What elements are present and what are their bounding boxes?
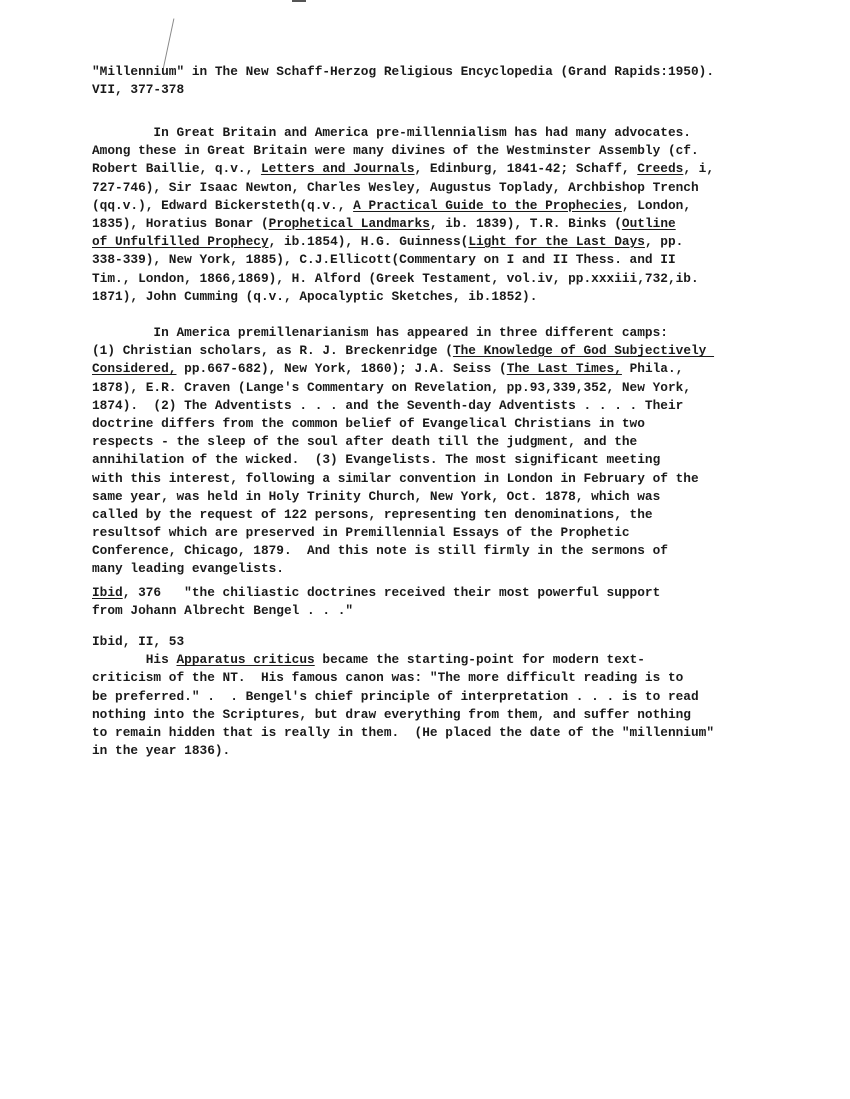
text-run: In Great Britain and America pre-millennialism has had many advocates. (92, 125, 691, 140)
text-run: 338-339), New York, 1885), C.J.Ellicott(Commentary on I and II Thess. and II (92, 252, 676, 268)
underlined-title: Prophetical Landmarks (268, 215, 430, 231)
text-line (92, 251, 714, 269)
text-line (92, 584, 660, 602)
text-run: 1874). (2) The Adventists . . . and the Seventh-day Adventists . . . . Their (92, 397, 684, 413)
text-line (92, 270, 714, 288)
text-line (92, 470, 714, 488)
text-run: criticism of the NT. His famous canon was: "The more difficult reading is to (92, 670, 684, 686)
underlined-title: Light for the Last Days (468, 234, 645, 250)
text-line (92, 488, 714, 506)
text-line (92, 81, 714, 99)
underlined-title: The Last Times, (506, 361, 622, 377)
underlined-title: Outline (621, 215, 676, 231)
text-line (92, 342, 714, 360)
underlined-title: of Unfulfilled Prophecy (92, 234, 269, 250)
text-run: , Edinburg, 1841-42; Schaff, (414, 161, 638, 177)
text-line (92, 160, 714, 178)
text-run: Robert Baillie, q.v., (92, 161, 261, 177)
text-run: , pp. (644, 234, 684, 250)
text-run: Conference, Chicago, 1879. And this note is still firmly in the sermons of (92, 543, 668, 559)
text-line (92, 379, 714, 397)
ibid-ii-53 (92, 633, 714, 760)
text-line (92, 215, 714, 233)
text-run: 727-746), Sir Isaac Newton, Charles Wesley, Augustus Toplady, Archbishop Trench (92, 179, 699, 195)
text-run: became the starting-point for modern text- (314, 652, 645, 668)
text-run: with this interest, following a similar convention in London in February of the (92, 470, 699, 486)
text-line (92, 63, 714, 81)
text-line (92, 524, 714, 542)
text-line (92, 433, 714, 451)
text-run: 1878), E.R. Craven (Lange's Commentary on Revelation, pp.93,339,352, New York, (92, 379, 691, 395)
text-run: Phila., (621, 361, 684, 377)
text-run: many leading evangelists. (92, 561, 284, 577)
text-run: , ib.1854), H.G. Guinness( (268, 234, 469, 250)
text-run: be preferred." . . Bengel's chief principle of interpretation . . . is to read (92, 688, 699, 704)
text-line (92, 124, 714, 142)
ibid-376-quote (92, 584, 660, 620)
text-run: VII, 377-378 (92, 82, 185, 98)
text-run: , 376 "the chiliastic doctrines received their most powerful support (122, 585, 661, 600)
underlined-title: Creeds (637, 161, 684, 177)
text-run: in the year 1836). (92, 743, 231, 759)
text-line (92, 179, 714, 197)
underlined-title: The Knowledge of God Subjectively (452, 343, 715, 359)
text-run: nothing into the Scriptures, but draw everything from them, and suffer nothing (92, 706, 691, 722)
text-run: doctrine differs from the common belief of Evangelical Christians in two (92, 415, 645, 431)
underlined-title: A Practical Guide to the Prophecies (353, 197, 622, 213)
underlined-title: Apparatus criticus (176, 652, 315, 668)
text-line (92, 324, 714, 342)
paragraph-america (92, 324, 714, 579)
text-run: Among these in Great Britain were many divines of the Westminster Assembly (cf. (92, 143, 699, 159)
underlined-title: Ibid (92, 585, 123, 600)
text-line (92, 233, 714, 251)
text-run: , London, (621, 197, 692, 213)
text-run: His (92, 652, 177, 668)
text-line (92, 651, 714, 669)
text-run: (1) Christian scholars, as R. J. Breckenridge ( (92, 343, 453, 359)
text-run: respects - the sleep of the soul after death till the judgment, and the (92, 434, 638, 450)
text-line (92, 602, 660, 620)
text-line (92, 360, 714, 378)
text-line (92, 724, 714, 742)
text-run: to remain hidden that is really in them. (He placed the date of the "millennium" (92, 724, 715, 740)
text-run: 1871), John Cumming (q.v., Apocalyptic Sketches, ib.1852). (92, 288, 538, 304)
text-run: Ibid, II, 53 (92, 634, 185, 649)
text-run: Tim., London, 1866,1869), H. Alford (Greek Testament, vol.iv, pp.xxxiii,732,ib. (92, 270, 699, 286)
text-run: pp.667-682), New York, 1860); J.A. Seiss ( (176, 361, 507, 377)
pencil-stroke-mark (163, 18, 175, 69)
text-line (92, 742, 714, 760)
text-run: resultsof which are preserved in Premillennial Essays of the Prophetic (92, 525, 630, 541)
text-run: 1835), Horatius Bonar ( (92, 215, 269, 231)
text-run: In America premillenarianism has appeared in three different camps: (92, 325, 668, 340)
text-run: same year, was held in Holy Trinity Church, New York, Oct. 1878, which was (92, 488, 661, 504)
text-line (92, 197, 714, 215)
text-run: , i, (683, 161, 715, 177)
text-run: from Johann Albrecht Bengel . . ." (92, 603, 354, 619)
text-line (92, 415, 714, 433)
text-line (92, 451, 714, 469)
text-line (92, 288, 714, 306)
text-line (92, 506, 714, 524)
text-line (92, 142, 714, 160)
text-run: annihilation of the wicked. (3) Evangelists. The most significant meeting (92, 452, 661, 468)
text-line (92, 669, 714, 687)
text-line (92, 542, 714, 560)
text-line (92, 397, 714, 415)
text-run: called by the request of 122 persons, representing ten denominations, the (92, 506, 653, 522)
underlined-title: Letters and Journals (260, 161, 415, 177)
text-run: "Millennium" in The New Schaff-Herzog Religious Encyclopedia (Grand Rapids:1950). (92, 64, 715, 79)
text-line (92, 560, 714, 578)
underlined-title: Considered, (92, 361, 177, 377)
text-line (92, 633, 714, 651)
text-line (92, 706, 714, 724)
text-line (92, 688, 714, 706)
paragraph-great-britain (92, 124, 714, 306)
text-run: , ib. 1839), T.R. Binks ( (429, 215, 622, 231)
text-run: (qq.v.), Edward Bickersteth(q.v., (92, 197, 354, 213)
citation-header (92, 63, 714, 99)
top-edge-mark (292, 0, 306, 2)
